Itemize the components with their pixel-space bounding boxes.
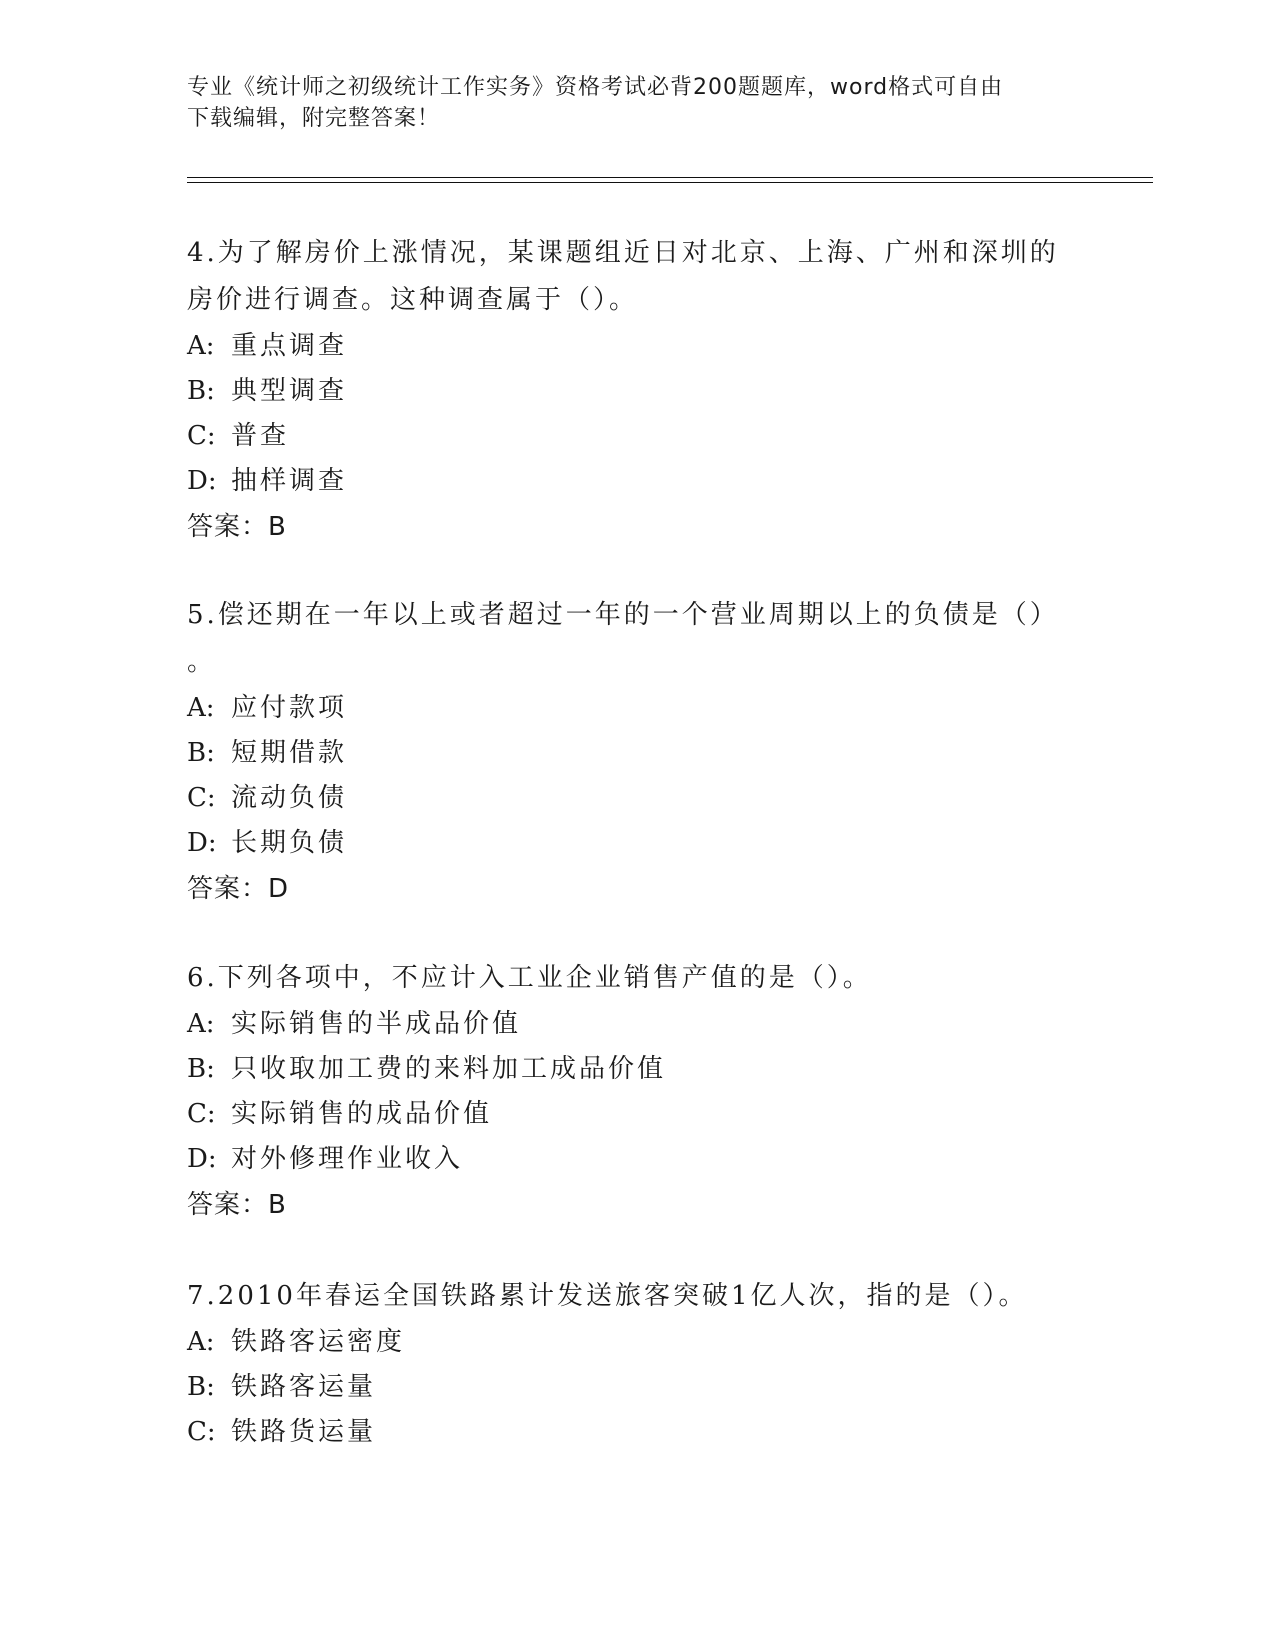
option-text: 流动负债 (231, 783, 348, 813)
option-letter: C: (187, 421, 216, 451)
option-text: 抽样调查 (231, 466, 348, 496)
option-text: 实际销售的半成品价值 (231, 1009, 522, 1039)
option-letter: A: (187, 693, 215, 723)
option-text: 实际销售的成品价值 (231, 1099, 493, 1129)
option-a (187, 324, 1067, 369)
option-letter: D: (187, 1144, 217, 1174)
option-d (187, 821, 1067, 866)
question-text-line: 5.偿还期在一年以上或者超过一年的一个营业周期以上的负债是（） (187, 600, 1059, 630)
option-c (187, 1410, 1067, 1455)
document-header (187, 72, 1067, 134)
option-text: 铁路客运量 (231, 1372, 377, 1402)
option-letter: B: (187, 376, 215, 406)
option-c (187, 776, 1067, 821)
option-letter: A: (187, 1009, 215, 1039)
option-b (187, 1365, 1067, 1410)
question-text-line: 6.下列各项中，不应计入工业企业销售产值的是（）。 (187, 963, 872, 993)
question-7 (187, 1273, 1067, 1455)
option-text: 普查 (231, 421, 290, 451)
header-line-2: 下载编辑，附完整答案！ (187, 106, 441, 131)
option-text: 铁路货运量 (231, 1417, 377, 1447)
question-text-line: 7.2010年春运全国铁路累计发送旅客突破1亿人次，指的是（）。 (187, 1281, 1028, 1311)
option-a (187, 1320, 1067, 1365)
option-c (187, 1092, 1067, 1137)
option-text: 重点调查 (231, 331, 348, 361)
option-a (187, 686, 1067, 731)
header-divider-bottom (187, 182, 1153, 183)
option-letter: D: (187, 828, 217, 858)
option-letter: C: (187, 783, 216, 813)
option-text: 铁路客运密度 (231, 1327, 406, 1357)
question-text-line: 4.为了解房价上涨情况，某课题组近日对北京、上海、广州和深圳的 (187, 238, 1059, 268)
option-a (187, 1002, 1067, 1047)
header-divider-top (187, 177, 1153, 178)
option-text: 典型调查 (231, 376, 348, 406)
option-text: 对外修理作业收入 (231, 1144, 464, 1174)
option-d (187, 459, 1067, 504)
option-letter: B: (187, 738, 215, 768)
answer-line: 答案：B (187, 1190, 287, 1220)
option-letter: A: (187, 331, 215, 361)
question-6 (187, 955, 1067, 1228)
option-text: 只收取加工费的来料加工成品价值 (231, 1054, 667, 1084)
option-text: 短期借款 (231, 738, 348, 768)
option-letter: B: (187, 1054, 215, 1084)
option-d (187, 1137, 1067, 1182)
question-4 (187, 230, 1067, 550)
option-c (187, 414, 1067, 459)
option-letter: D: (187, 466, 217, 496)
option-b (187, 731, 1067, 776)
option-text: 应付款项 (231, 693, 348, 723)
option-text: 长期负债 (231, 828, 348, 858)
option-letter: C: (187, 1417, 216, 1447)
option-letter: C: (187, 1099, 216, 1129)
option-b (187, 369, 1067, 414)
question-5 (187, 592, 1067, 912)
option-b (187, 1047, 1067, 1092)
option-letter: A: (187, 1327, 215, 1357)
answer-line: 答案：D (187, 874, 290, 904)
header-line-1: 专业《统计师之初级统计工作实务》资格考试必背200题题库，word格式可自由 (187, 75, 1004, 100)
answer-line: 答案：B (187, 512, 287, 542)
option-letter: B: (187, 1372, 215, 1402)
question-text-line: 房价进行调查。这种调查属于（）。 (187, 285, 639, 315)
question-text-line: 。 (187, 647, 217, 677)
